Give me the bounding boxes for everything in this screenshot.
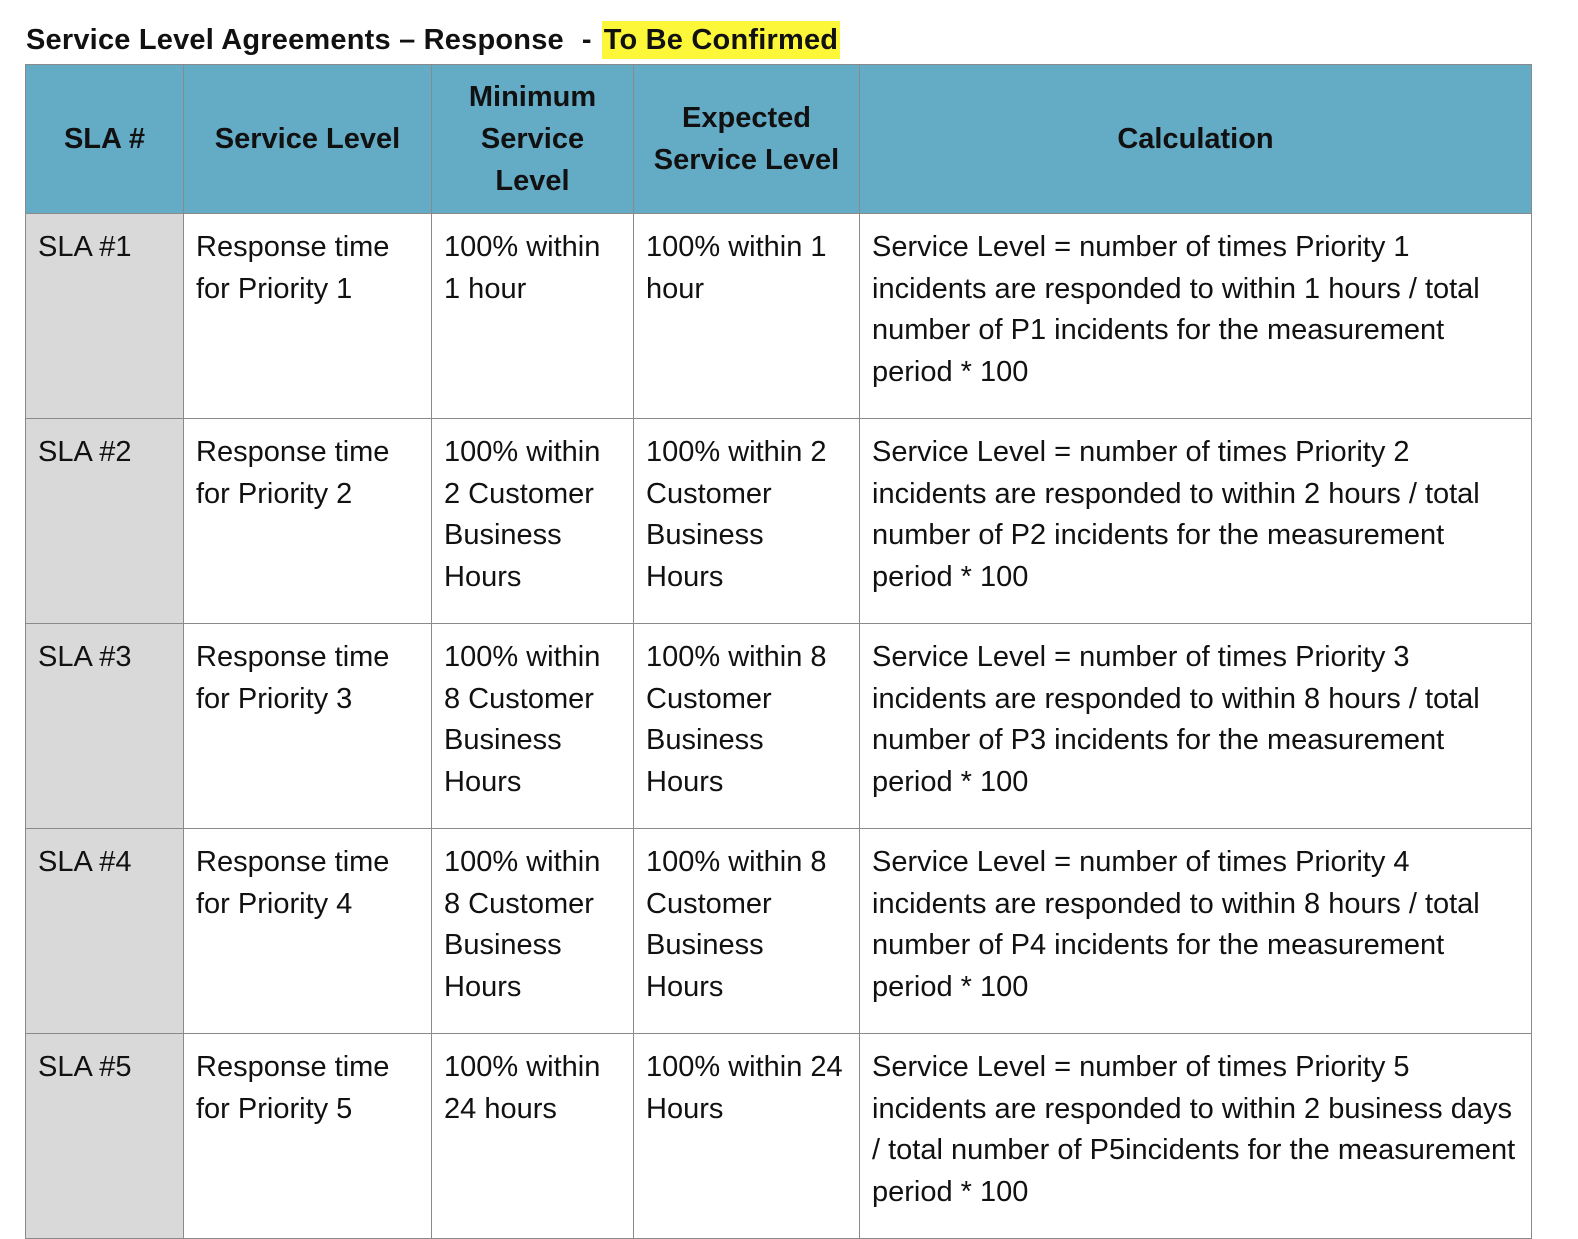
cell-sla-number: SLA #2 [26,419,184,624]
cell-service-level: Response time for Priority 2 [184,419,432,624]
header-calculation: Calculation [860,65,1532,214]
header-minimum-service-level: Minimum Service Level [432,65,634,214]
header-service-level: Service Level [184,65,432,214]
cell-expected-service-level: 100% within 8 Customer Business Hours [634,829,860,1034]
status-highlight: To Be Confirmed [602,21,840,59]
table-row [26,829,1532,1034]
table-row [26,419,1532,624]
heading-separator: - [581,24,592,56]
header-expected-service-level: Expected Service Level [634,65,860,214]
cell-expected-service-level: 100% within 8 Customer Business Hours [634,624,860,829]
cell-service-level: Response time for Priority 4 [184,829,432,1034]
cell-minimum-service-level: 100% within 8 Customer Business Hours [432,829,634,1034]
cell-sla-number: SLA #3 [26,624,184,829]
table-row [26,1034,1532,1239]
cell-service-level: Response time for Priority 3 [184,624,432,829]
cell-service-level: Response time for Priority 5 [184,1034,432,1239]
cell-expected-service-level: 100% within 1 hour [634,214,860,419]
cell-expected-service-level: 100% within 2 Customer Business Hours [634,419,860,624]
cell-calculation: Service Level = number of times Priority 2 incidents are responded to within 2 hours / total number of P2 incidents for the measurement period * 100 [860,419,1532,624]
cell-sla-number: SLA #4 [26,829,184,1034]
table-row [26,624,1532,829]
cell-expected-service-level: 100% within 24 Hours [634,1034,860,1239]
cell-calculation: Service Level = number of times Priority 1 incidents are responded to within 1 hours / total number of P1 incidents for the measurement period * 100 [860,214,1532,419]
document-heading [26,18,840,62]
cell-minimum-service-level: 100% within 1 hour [432,214,634,419]
cell-minimum-service-level: 100% within 24 hours [432,1034,634,1239]
sla-table [25,64,1532,1239]
cell-minimum-service-level: 100% within 2 Customer Business Hours [432,419,634,624]
table-header-row [26,65,1532,214]
cell-calculation: Service Level = number of times Priority 3 incidents are responded to within 8 hours / total number of P3 incidents for the measurement period * 100 [860,624,1532,829]
table-row [26,214,1532,419]
cell-minimum-service-level: 100% within 8 Customer Business Hours [432,624,634,829]
cell-sla-number: SLA #5 [26,1034,184,1239]
cell-calculation: Service Level = number of times Priority 5 incidents are responded to within 2 business days / total number of P5incidents for the measurement period * 100 [860,1034,1532,1239]
cell-calculation: Service Level = number of times Priority 4 incidents are responded to within 8 hours / total number of P4 incidents for the measurement period * 100 [860,829,1532,1034]
header-sla-number: SLA # [26,65,184,214]
cell-service-level: Response time for Priority 1 [184,214,432,419]
cell-sla-number: SLA #1 [26,214,184,419]
heading-title: Service Level Agreements – Response [26,24,564,56]
